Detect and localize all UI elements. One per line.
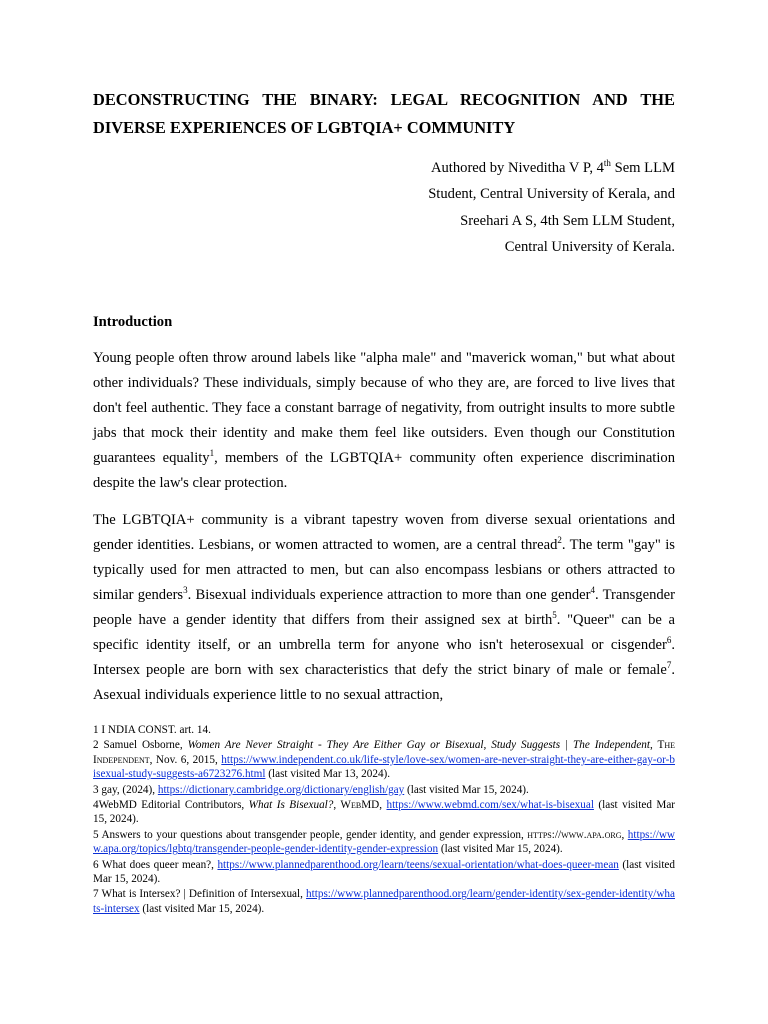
footnote-ref[interactable]: 7 <box>666 660 672 670</box>
footnote-link[interactable]: https://www.independent.co.uk/life-style/love-sex/women-are-never-straight-they-are-either-gay-or-bisexual-study-suggests-a6723276.html <box>93 753 675 781</box>
footnote-ref[interactable]: 3 <box>183 585 188 595</box>
author-line: Sreehari A S, 4th Sem LLM Student, <box>460 212 675 229</box>
footnote-ref[interactable]: 4 <box>590 585 595 595</box>
footnote: 3 gay, (2024), https://dictionary.cambridge.org/dictionary/english/gay (last visited Mar 15, 2024). <box>93 783 529 796</box>
footnote-link[interactable]: https://www.plannedparenthood.org/learn/gender-identity/sex-gender-identity/whats-intersex <box>93 888 675 915</box>
footnotes <box>93 723 675 917</box>
footnote: 5 Answers to your questions about transgender people, gender identity, and gender expression, https://www.apa.org, https://www.apa.org/topics/lgbtq/transgender-people-gender-identity-gender-expression (last visited Mar 15, 2024). <box>93 828 676 856</box>
footnote-link[interactable]: https://www.plannedparenthood.org/learn/teens/sexual-orientation/what-does-queer-mean <box>217 858 619 871</box>
author-block <box>428 155 675 261</box>
footnote-ref[interactable]: 1 <box>209 448 215 458</box>
author-line: Student, Central University of Kerala, and <box>428 186 675 203</box>
footnote: 6 What does queer mean?, https://www.plannedparenthood.org/learn/teens/sexual-orientation/what-does-queer-mean (last visited Mar 15, 2024). <box>93 858 675 886</box>
footnote: 7 What is Intersex? | Definition of Intersexual, https://www.plannedparenthood.org/learn/gender-identity/sex-gender-identity/whats-intersex (last visited Mar 15, 2024). <box>93 888 675 915</box>
author-line: Authored by Niveditha V P, 4th Sem LLM <box>430 158 675 176</box>
footnote-ref[interactable]: 5 <box>552 610 557 620</box>
paragraph: The LGBTQIA+ community is a vibrant tapestry woven from diverse sexual orientations and gender identities. Lesbians, or women attracted to women, are a central thread$^2$. The term "gay" is typically used for men attracted to men, but can also encompass lesbians or others attracted to similar genders$^3$. Bisexual individuals experience attraction to more than one gender$^4$. Transgender people have a gender identity that differs from their assigned sex at birth$^5$. "Queer" can be a specific identity itself, or an umbrella term for anyone who isn't heterosexual or cisgender$^6$. Intersex people are born with sex characteristics that defy the strict binary of male or female$^7$. Asexual individuals experience little to no sexual attraction, <box>93 512 675 703</box>
footnote-link[interactable]: https://dictionary.cambridge.org/dictionary/english/gay <box>157 783 405 796</box>
footnote-link[interactable]: https://www.webmd.com/sex/what-is-bisexual <box>386 799 594 812</box>
section-heading: Introduction <box>93 314 173 330</box>
paragraph: Young people often throw around labels like "alpha male" and "maverick woman," but what about other individuals? These individuals, simply because of who they are, are forced to live lives that don't feel authentic. They face a constant barrage of negativity, from outright insults to more subtle jabs that mock their identity and make them feel like outsiders. Even though our Constitution guarantees equality$^1$, members of the LGBTQIA+ community often experience discrimination despite the law's clear protection. <box>93 350 676 491</box>
footnote: 2 Samuel Osborne, Women Are Never Straight - They Are Either Gay or Bisexual, Study Suggests | The Independent, The Independent, Nov. 6, 2015, https://www.independent.co.uk/life-style/love-sex/women-are-never-straight-they-are-either-gay-or-bisexual-study-suggests-a6723276.html (last visited Mar 13, 2024). <box>93 739 675 781</box>
footnote-ref[interactable]: 2 <box>557 535 562 545</box>
footnote: 1 I NDIA CONST. art. 14. <box>93 724 211 736</box>
page-title: DECONSTRUCTING THE BINARY: LEGAL RECOGNITION AND THE DIVERSE EXPERIENCES OF LGBTQIA+ COMMUNITY <box>93 90 675 137</box>
footnote: 4WebMD Editorial Contributors, What Is Bisexual?, WebMD, https://www.webmd.com/sex/what-is-bisexual (last visited Mar 15, 2024). <box>93 799 676 826</box>
body-text <box>93 346 675 720</box>
footnote-link[interactable]: https://www.apa.org/topics/lgbtq/transgender-people-gender-identity-gender-expression <box>93 828 676 856</box>
author-line: Central University of Kerala. <box>504 239 675 256</box>
footnote-ref[interactable]: 6 <box>666 635 672 645</box>
